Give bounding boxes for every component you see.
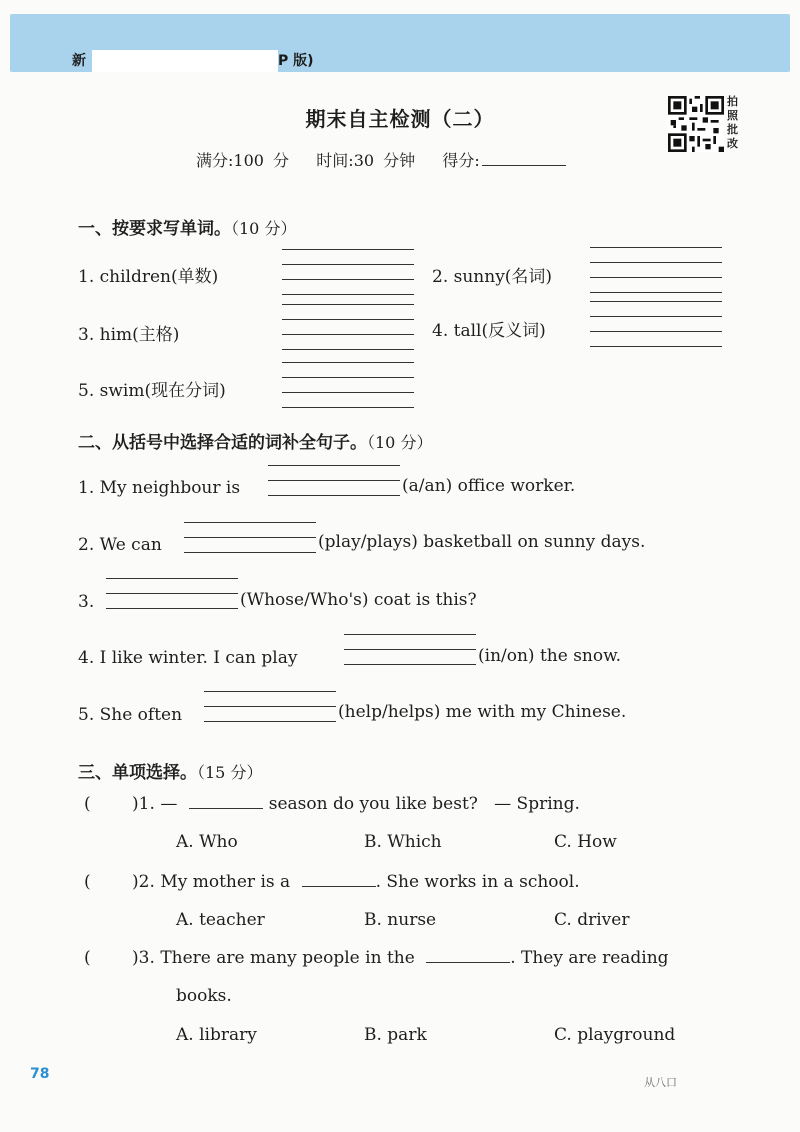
s1-item-3: 3. him(主格)	[78, 325, 180, 345]
q2-text-post: . She works in a school.	[375, 872, 580, 892]
s1-item-4: 4. tall(反义词)	[432, 321, 546, 341]
time-limit: 时间:30 分钟	[316, 151, 416, 170]
q3-option-b[interactable]: B. park	[364, 1025, 427, 1045]
redacted-area	[92, 50, 278, 72]
q2-number: )2.	[132, 872, 155, 892]
score-blank[interactable]	[482, 165, 566, 166]
q3-text-cont: books.	[176, 986, 232, 1006]
section2-heading: 二、从括号中选择合适的词补全句子。	[78, 433, 367, 453]
s1-item-1: 1. children(单数)	[78, 267, 219, 287]
q3-blank	[426, 962, 510, 963]
answer-paren-open: (	[84, 948, 91, 968]
q1-option-a[interactable]: A. Who	[176, 832, 238, 852]
s1-item-2: 2. sunny(名词)	[432, 267, 553, 287]
s1-writing-lines-2[interactable]	[590, 247, 722, 293]
s2-item-4-post: (in/on) the snow.	[478, 646, 622, 666]
qr-label: 拍照批改	[727, 95, 738, 150]
answer-paren-open: (	[84, 794, 91, 814]
s1-writing-lines-5[interactable]	[282, 362, 414, 408]
section2-points: （10 分）	[367, 433, 433, 452]
score-label: 得分:	[442, 151, 480, 170]
s3-q1	[84, 794, 580, 814]
qr-code-icon[interactable]	[668, 96, 724, 152]
series-label: 新	[72, 53, 86, 69]
s2-item-2-pre: 2. We can	[78, 535, 162, 555]
section1-title	[78, 214, 296, 239]
exam-meta	[196, 148, 566, 171]
q2-option-b[interactable]: B. nurse	[364, 910, 437, 930]
q3-option-a[interactable]: A. library	[176, 1025, 257, 1045]
s3-q2	[84, 872, 580, 892]
q3-option-c[interactable]: C. playground	[554, 1025, 676, 1045]
q1-option-b[interactable]: B. Which	[364, 832, 442, 852]
q1-text: season do you like best?	[268, 794, 478, 814]
s3-q3	[84, 948, 669, 968]
section1-heading: 一、按要求写单词。	[78, 219, 231, 239]
section3-heading: 三、单项选择。	[78, 763, 197, 783]
s2-item-4-pre: 4. I like winter. I can play	[78, 648, 298, 668]
page-title: 期末自主检测（二）	[305, 107, 495, 131]
s2-item-5-pre: 5. She often	[78, 705, 183, 725]
q3-text-post: . They are reading	[510, 948, 669, 968]
s2-writing-lines-4[interactable]	[344, 634, 476, 665]
s2-writing-lines-5[interactable]	[204, 691, 336, 722]
s1-item-5: 5. swim(现在分词)	[78, 381, 226, 401]
q1-blank	[189, 808, 263, 809]
s2-item-5-post: (help/helps) me with my Chinese.	[338, 702, 627, 722]
s2-writing-lines-3[interactable]	[106, 578, 238, 609]
q3-text-pre: There are many people in the	[160, 948, 415, 968]
s2-writing-lines-2[interactable]	[184, 522, 316, 553]
q1-dash: —	[160, 794, 178, 814]
q1-reply: — Spring.	[494, 794, 580, 814]
s1-writing-lines-4[interactable]	[590, 301, 722, 347]
section3-title	[78, 758, 262, 783]
q2-blank	[302, 886, 376, 887]
s1-writing-lines-1[interactable]	[282, 249, 414, 295]
s2-item-1-post: (a/an) office worker.	[402, 476, 576, 496]
page-number: 78	[30, 1066, 50, 1082]
section1-points: （10 分）	[231, 219, 297, 238]
full-score: 满分:100 分	[196, 151, 290, 170]
section2-title	[78, 428, 432, 453]
q1-number: )1.	[132, 794, 155, 814]
section3-points: （15 分）	[197, 763, 263, 782]
handwritten-scribble: 从八口	[644, 1076, 677, 1089]
s2-item-2-post: (play/plays) basketball on sunny days.	[318, 532, 646, 552]
series-edition: P 版)	[278, 53, 314, 69]
answer-paren-open: (	[84, 872, 91, 892]
q1-option-c[interactable]: C. How	[554, 832, 617, 852]
s1-writing-lines-3[interactable]	[282, 304, 414, 350]
s2-item-1-pre: 1. My neighbour is	[78, 478, 241, 498]
s2-item-3-post: (Whose/Who's) coat is this?	[240, 590, 477, 610]
q3-number: )3.	[132, 948, 155, 968]
q2-option-c[interactable]: C. driver	[554, 910, 630, 930]
s2-writing-lines-1[interactable]	[268, 465, 400, 496]
q2-text-pre: My mother is a	[160, 872, 291, 892]
s2-item-3-pre: 3.	[78, 592, 95, 612]
q2-option-a[interactable]: A. teacher	[176, 910, 265, 930]
